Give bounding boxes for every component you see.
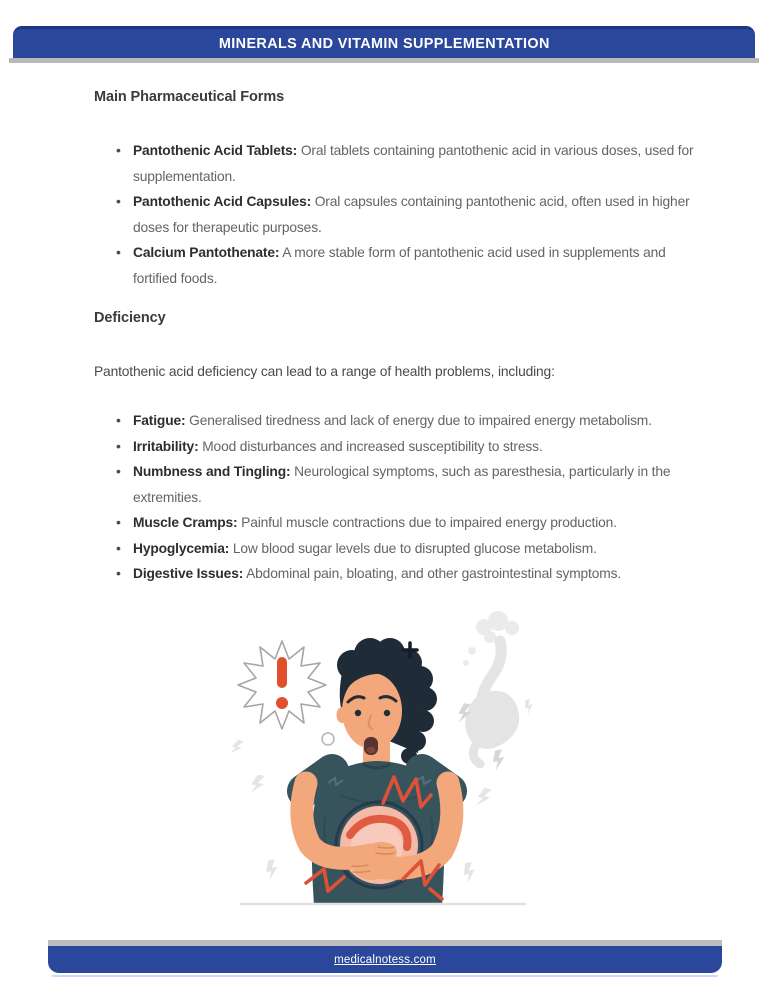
- list-item-text: Oral tablets containing pantothenic acid in various doses, used for supplementation.: [133, 143, 694, 184]
- list-item-label: Irritability:: [133, 438, 199, 454]
- document-content: [94, 89, 698, 587]
- footer-banner: [48, 946, 722, 973]
- stomach-silhouette: [457, 611, 519, 771]
- list-item: [116, 408, 698, 434]
- footer-site-link[interactable]: medicalnotess.com: [334, 953, 436, 966]
- list-item-text: Low blood sugar levels due to disrupted glucose metabolism.: [229, 540, 597, 556]
- footer-glow-line: [52, 975, 718, 977]
- list-item-label: Pantothenic Acid Capsules:: [133, 194, 312, 209]
- deficiency-intro: Pantothenic acid deficiency can lead to a range of health problems, including:: [94, 364, 555, 379]
- forms-list: [94, 138, 698, 291]
- list-item-text: Mood disturbances and increased susceptibility to stress.: [198, 438, 543, 454]
- list-item: [116, 536, 698, 562]
- list-item: [116, 510, 698, 536]
- list-item-label: Digestive Issues:: [133, 566, 244, 581]
- list-item-label: Numbness and Tingling:: [133, 464, 291, 479]
- list-item: [116, 459, 698, 510]
- list-item-label: Calcium Pantothenate:: [133, 245, 280, 260]
- list-item: [116, 561, 698, 587]
- list-item: [116, 189, 698, 240]
- list-item-label: Muscle Cramps:: [133, 515, 238, 530]
- page-title: MINERALS AND VITAMIN SUPPLEMENTATION: [218, 35, 550, 52]
- forms-heading: Main Pharmaceutical Forms: [94, 89, 285, 105]
- deficiency-list: [94, 408, 698, 587]
- list-item-label: Pantothenic Acid Tablets:: [133, 143, 298, 158]
- deficiency-heading: Deficiency: [94, 310, 166, 326]
- list-item-text: Painful muscle contractions due to impaired energy production.: [237, 515, 617, 530]
- list-item: [116, 434, 698, 460]
- list-item-text: Neurological symptoms, such as paresthesia, particularly in the extremities.: [133, 464, 671, 505]
- stomach-pain-illustration-svg: [232, 611, 534, 913]
- header-shadow-strip: [9, 58, 759, 63]
- list-item: [116, 240, 698, 291]
- list-item-text: Abdominal pain, bloating, and other gastrointestinal symptoms.: [243, 566, 622, 581]
- header-banner: [13, 26, 755, 58]
- list-item-text: Oral capsules containing pantothenic acid, often used in higher doses for therapeutic purposes.: [133, 194, 690, 235]
- alert-starburst-icon: [238, 641, 334, 745]
- list-item-text: Generalised tiredness and lack of energy due to impaired energy metabolism.: [185, 413, 652, 428]
- stomach-pain-illustration: [232, 611, 534, 913]
- list-item: [116, 138, 698, 189]
- list-item-label: Hypoglycemia:: [133, 540, 230, 556]
- list-item-label: Fatigue:: [133, 413, 186, 428]
- man-figure: [302, 638, 452, 905]
- list-item-text: A more stable form of pantothenic acid used in supplements and fortified foods.: [133, 245, 666, 286]
